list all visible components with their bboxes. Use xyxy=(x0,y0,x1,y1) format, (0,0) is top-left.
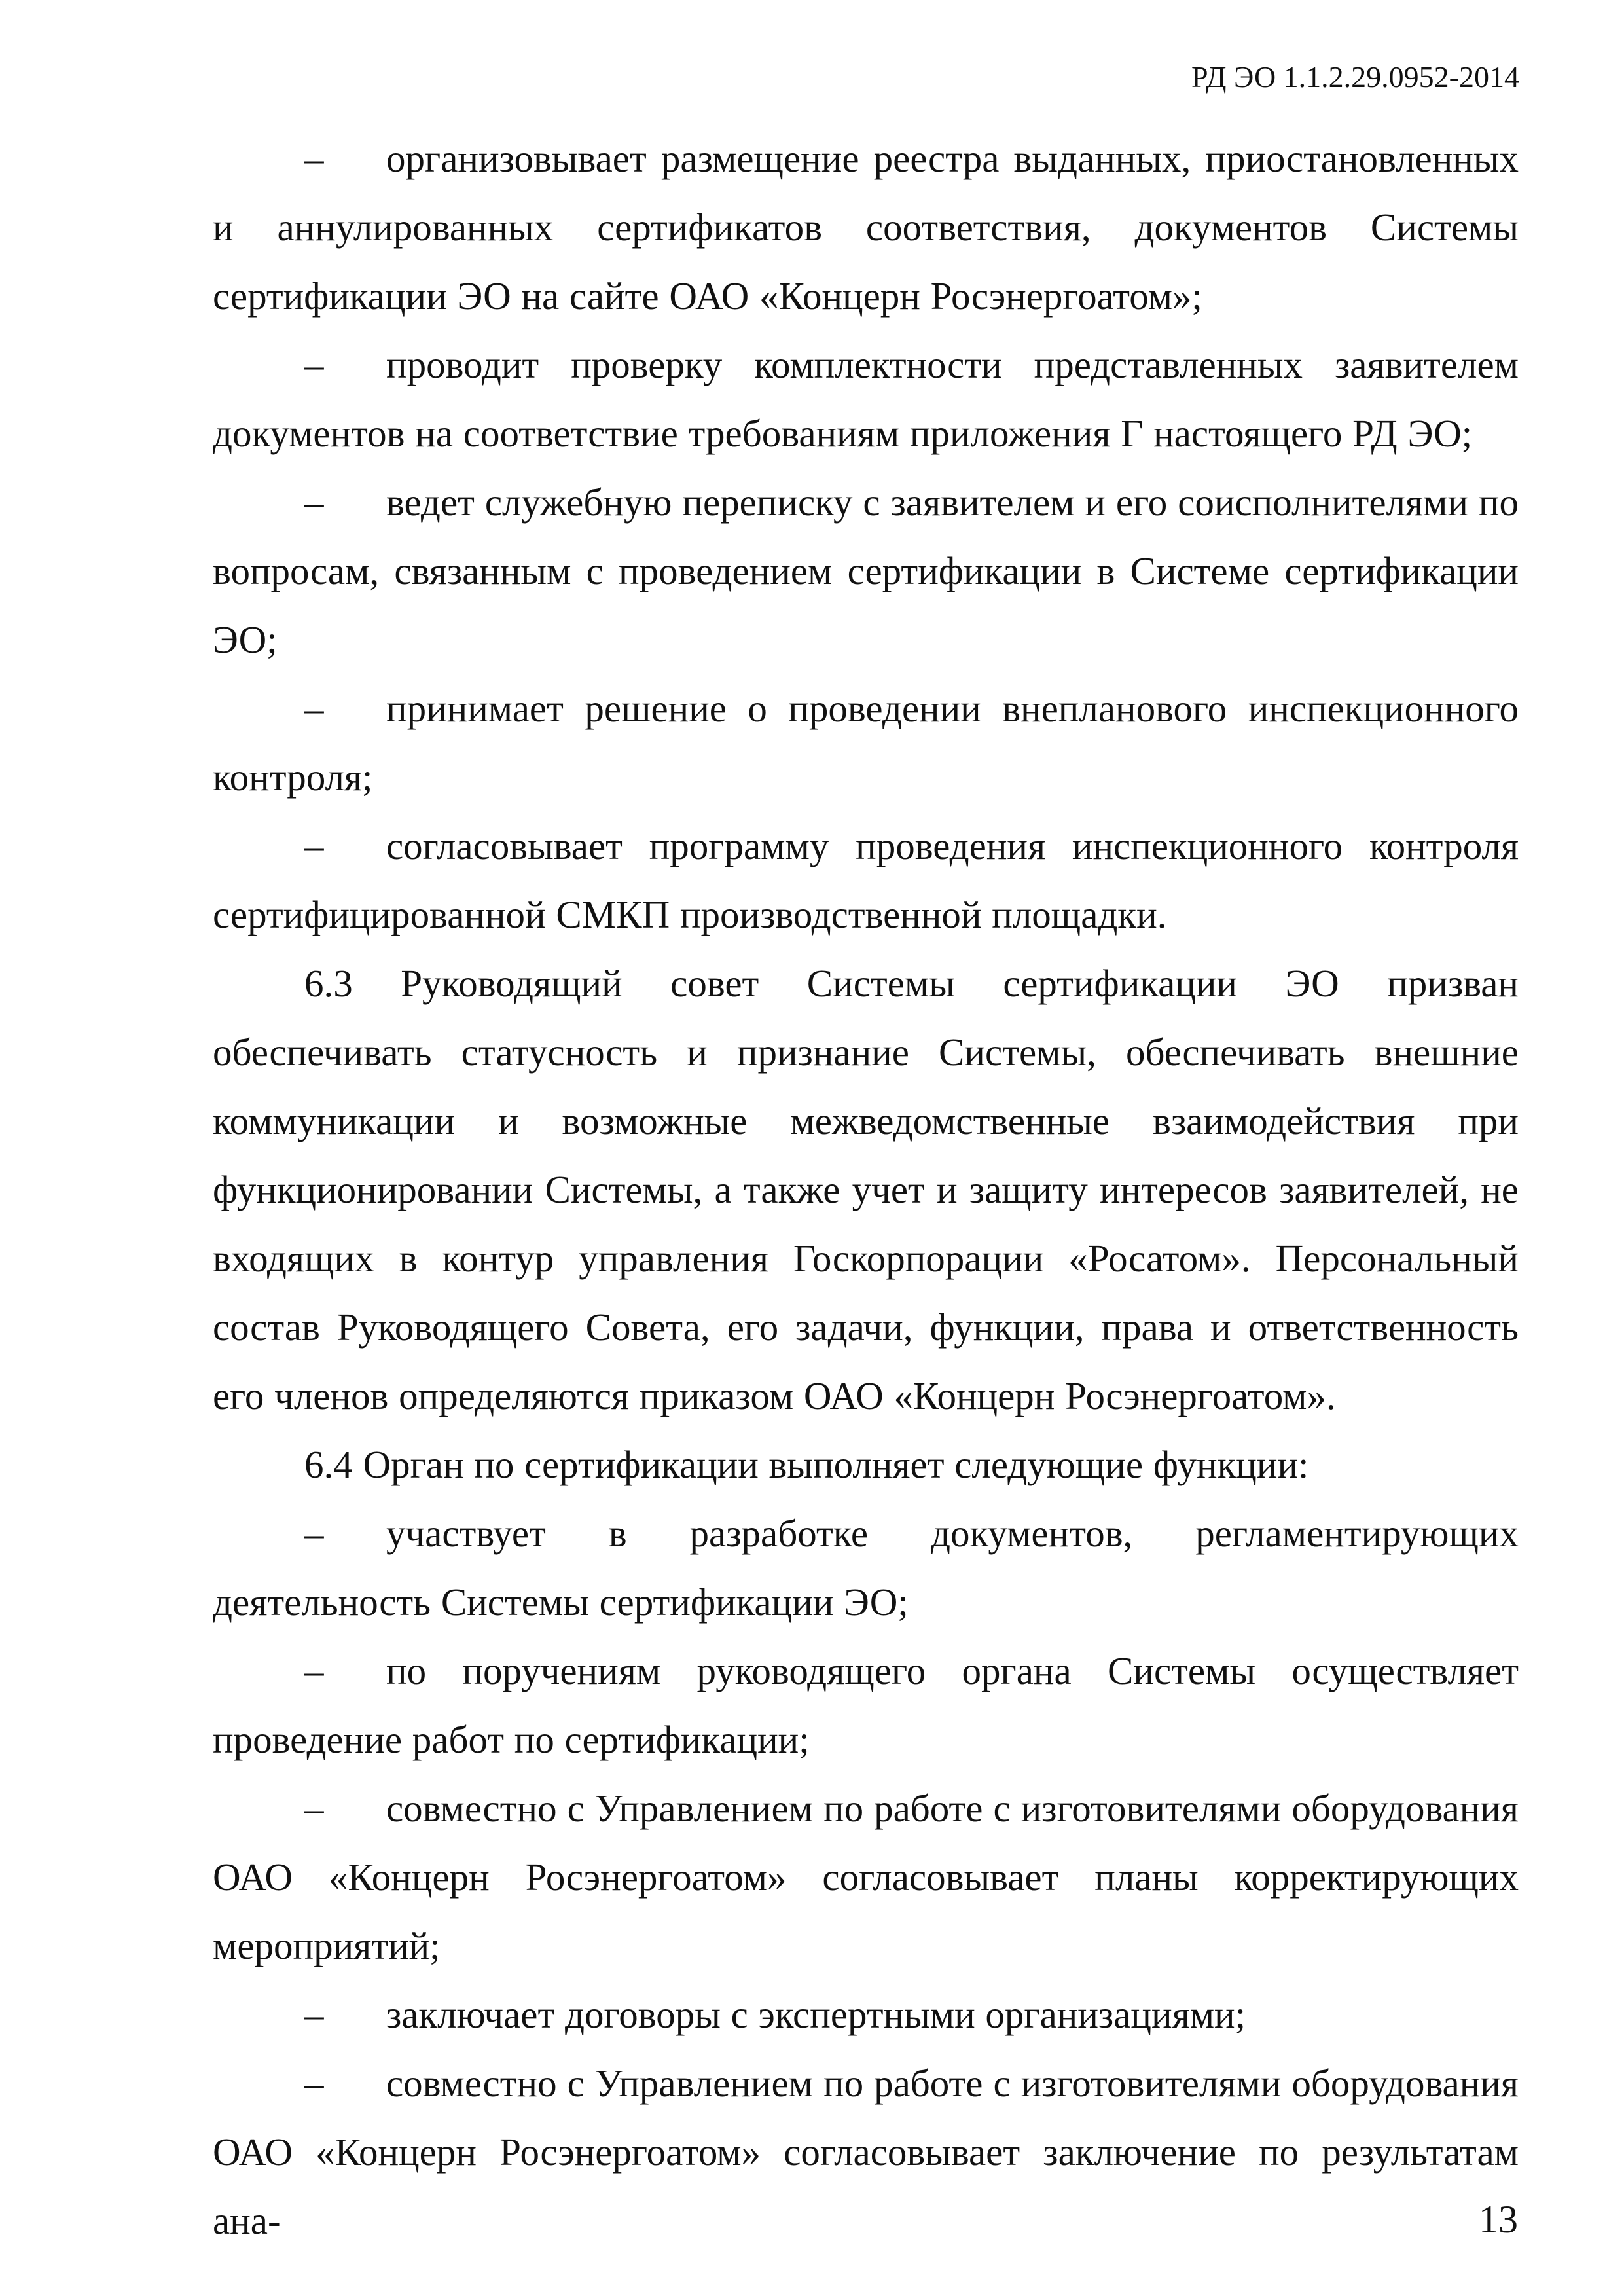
list-dash: – xyxy=(304,687,324,730)
list-item-document-development xyxy=(213,1499,1519,1637)
list-dash: – xyxy=(304,824,324,867)
list-item-text: по поручениям руководящего органа Системы осуществляет проведение работ по сертификации; xyxy=(213,1649,1519,1761)
list-dash: – xyxy=(304,2062,324,2105)
list-item-completeness-check xyxy=(213,331,1519,468)
list-dash: – xyxy=(304,343,324,386)
page-body xyxy=(213,124,1519,2255)
list-dash: – xyxy=(304,1512,324,1555)
list-dash: – xyxy=(304,137,324,180)
list-dash: – xyxy=(304,1993,324,2036)
list-item-certification-works xyxy=(213,1637,1519,1774)
list-item-expert-contracts xyxy=(213,1980,1519,2049)
list-item-correspondence xyxy=(213,468,1519,674)
list-dash: – xyxy=(304,481,324,524)
list-dash: – xyxy=(304,1787,324,1830)
list-item-conclusion-approval xyxy=(213,2049,1519,2255)
list-item-text: проводит проверку комплектности представленных заявителем документов на соответствие требованиям приложения Г настоящего РД ЭО; xyxy=(213,343,1519,455)
list-item-text: ведет служебную переписку с заявителем и его соисполнителями по вопросам, связанным с проведением сертификации в Системе сертификации ЭО; xyxy=(213,481,1519,661)
page-number: 13 xyxy=(1479,2198,1518,2241)
document-code: РД ЭО 1.1.2.29.0952-2014 xyxy=(1191,60,1519,94)
list-item-registry xyxy=(213,124,1519,331)
list-item-text: совместно с Управлением по работе с изготовителями оборудования ОАО «Концерн Росэнергоатом» согласовывает планы корректирующих мероприятий; xyxy=(213,1787,1519,1967)
list-item-text: совместно с Управлением по работе с изготовителями оборудования ОАО «Концерн Росэнергоатом» согласовывает заключение по результатам ана- xyxy=(213,2062,1519,2242)
list-item-text: участвует в разработке документов, регламентирующих деятельность Системы сертификации ЭО; xyxy=(213,1512,1519,1624)
list-item-unscheduled-control xyxy=(213,674,1519,812)
list-item-corrective-plans xyxy=(213,1774,1519,1980)
section-6-4: 6.4 Орган по сертификации выполняет следующие функции: xyxy=(304,1443,1309,1486)
list-item-inspection-program xyxy=(213,812,1519,949)
section-6-3: 6.3 Руководящий совет Системы сертификации ЭО призван обеспечивать статусность и признание Системы, обеспечивать внешние коммуникации и возможные межведомственные взаимодействия при функционировании Системы, а также учет и защиту интересов заявителей, не входящих в контур управления Госкорпорации «Росатом». Персональный состав Руководящего Совета, его задачи, функции, права и ответственность его членов определяются приказом ОАО «Концерн Росэнергоатом». xyxy=(213,962,1519,1417)
list-item-text: заключает договоры с экспертными организациями; xyxy=(386,1993,1246,2036)
list-item-text: организовывает размещение реестра выданных, приостановленных и аннулированных сертификатов соответствия, документов Системы сертификации ЭО на сайте ОАО «Концерн Росэнергоатом»; xyxy=(213,137,1519,318)
list-dash: – xyxy=(304,1649,324,1692)
list-item-text: согласовывает программу проведения инспекционного контроля сертифицированной СМКП производственной площадки. xyxy=(213,824,1519,936)
list-item-text: принимает решение о проведении внепланового инспекционного контроля; xyxy=(213,687,1519,799)
